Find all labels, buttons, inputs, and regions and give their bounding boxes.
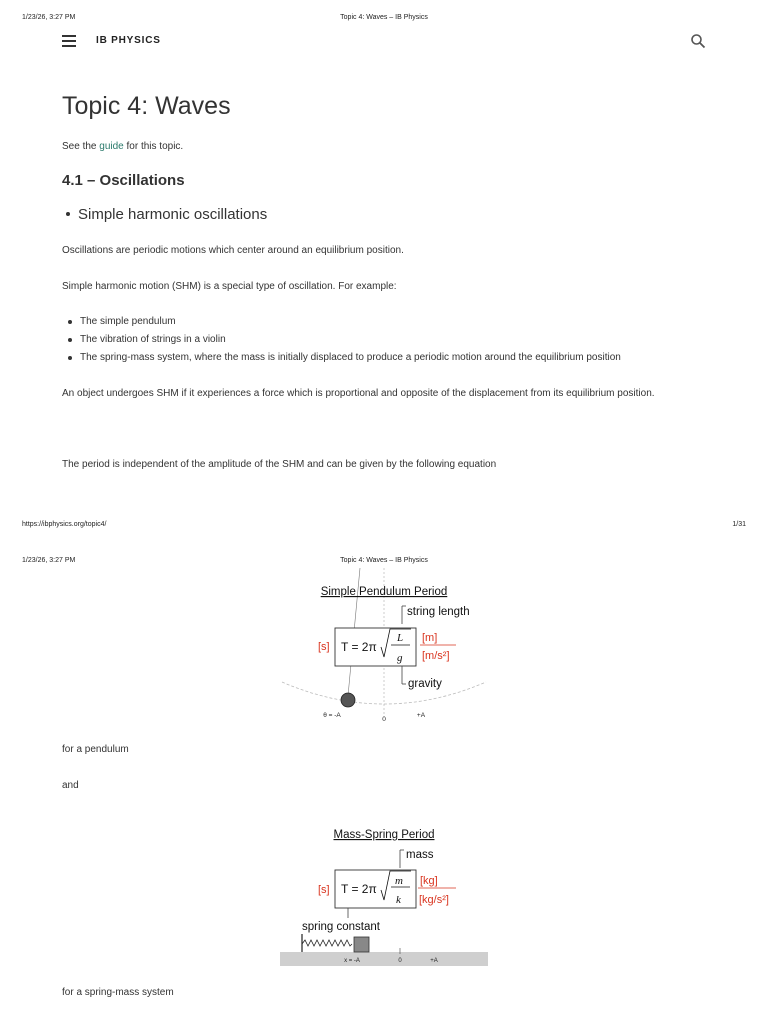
list-item: The spring-mass system, where the mass is initially displaced to produce a periodic motion around the equilibrium position bbox=[62, 351, 621, 369]
print-page-number: 1/31 bbox=[732, 521, 746, 528]
pendulum-bob bbox=[341, 693, 355, 707]
tick-label: +A bbox=[416, 712, 426, 719]
pendulum-diagram bbox=[280, 566, 488, 724]
bullet-icon bbox=[66, 212, 70, 216]
caption-pendulum: for a pendulum bbox=[62, 744, 129, 755]
unit-seconds: [s] bbox=[318, 641, 330, 653]
print-footer bbox=[0, 521, 768, 535]
equation-numerator: m bbox=[395, 875, 403, 887]
pendulum-figure-title: Simple Pendulum Period bbox=[320, 586, 448, 598]
paragraph-shm: Simple harmonic motion (SHM) is a special type of oscillation. For example: bbox=[62, 281, 397, 292]
site-brand[interactable]: IB PHYSICS bbox=[96, 35, 161, 46]
tick-label: θ = -A bbox=[323, 712, 341, 719]
unit-numerator: [kg] bbox=[420, 875, 438, 887]
mass-block bbox=[354, 937, 369, 952]
print-title: Topic 4: Waves – IB Physics bbox=[340, 14, 428, 21]
guide-text-after: for this topic. bbox=[123, 141, 184, 152]
examples-list bbox=[62, 315, 621, 369]
equation-lhs: T = 2π bbox=[341, 882, 377, 896]
equation-denominator: g bbox=[397, 652, 403, 664]
label-spring-constant: spring constant bbox=[302, 921, 380, 933]
unit-denominator: [m/s²] bbox=[422, 650, 450, 662]
spring-period-figure bbox=[280, 820, 488, 968]
print-date: 1/23/26, 3:27 PM bbox=[22, 557, 76, 564]
pendulum-period-figure bbox=[280, 566, 488, 724]
label-mass: mass bbox=[406, 849, 434, 861]
hamburger-menu-icon[interactable] bbox=[62, 35, 76, 47]
subsection-heading bbox=[62, 206, 267, 223]
list-item: The simple pendulum bbox=[62, 315, 621, 333]
site-header bbox=[62, 32, 706, 52]
floor bbox=[280, 952, 488, 966]
label-string-length: string length bbox=[407, 606, 470, 618]
equation-denominator: k bbox=[396, 894, 401, 906]
search-icon[interactable] bbox=[690, 33, 706, 49]
caption-spring: for a spring-mass system bbox=[62, 987, 174, 998]
print-url: https://ibphysics.org/topic4/ bbox=[22, 521, 107, 528]
print-date: 1/23/26, 3:27 PM bbox=[22, 14, 76, 21]
guide-link[interactable]: guide bbox=[99, 141, 124, 152]
guide-line bbox=[62, 141, 183, 152]
label-gravity: gravity bbox=[408, 678, 442, 690]
paragraph-oscillations: Oscillations are periodic motions which center around an equilibrium position. bbox=[62, 245, 404, 256]
paragraph-period: The period is independent of the amplitude of the SHM and can be given by the following equation bbox=[62, 459, 497, 470]
spring-diagram bbox=[280, 820, 488, 968]
spring bbox=[302, 940, 352, 946]
unit-numerator: [m] bbox=[422, 632, 438, 644]
print-title: Topic 4: Waves – IB Physics bbox=[340, 557, 428, 564]
unit-denominator: [kg/s²] bbox=[419, 894, 449, 906]
equation-numerator: L bbox=[397, 632, 404, 644]
tick-label: 0 bbox=[398, 958, 402, 964]
equation-lhs: T = 2π bbox=[341, 640, 377, 654]
spring-figure-title: Mass-Spring Period bbox=[333, 829, 435, 841]
list-item: The vibration of strings in a violin bbox=[62, 333, 621, 351]
tick-label: x = -A bbox=[344, 958, 360, 964]
tick-label: 0 bbox=[382, 716, 386, 723]
tick-label: +A bbox=[430, 958, 438, 964]
paragraph-and: and bbox=[62, 780, 79, 791]
unit-seconds: [s] bbox=[318, 884, 330, 896]
print-header bbox=[0, 14, 768, 28]
page-title: Topic 4: Waves bbox=[62, 92, 231, 120]
paragraph-shm-condition: An object undergoes SHM if it experiences a force which is proportional and opposite of the displacement from its equilibrium position. bbox=[62, 388, 655, 399]
guide-text-before: See the bbox=[62, 141, 100, 152]
section-heading-oscillations: 4.1 – Oscillations bbox=[62, 172, 185, 189]
subsection-label: Simple harmonic oscillations bbox=[78, 206, 268, 223]
